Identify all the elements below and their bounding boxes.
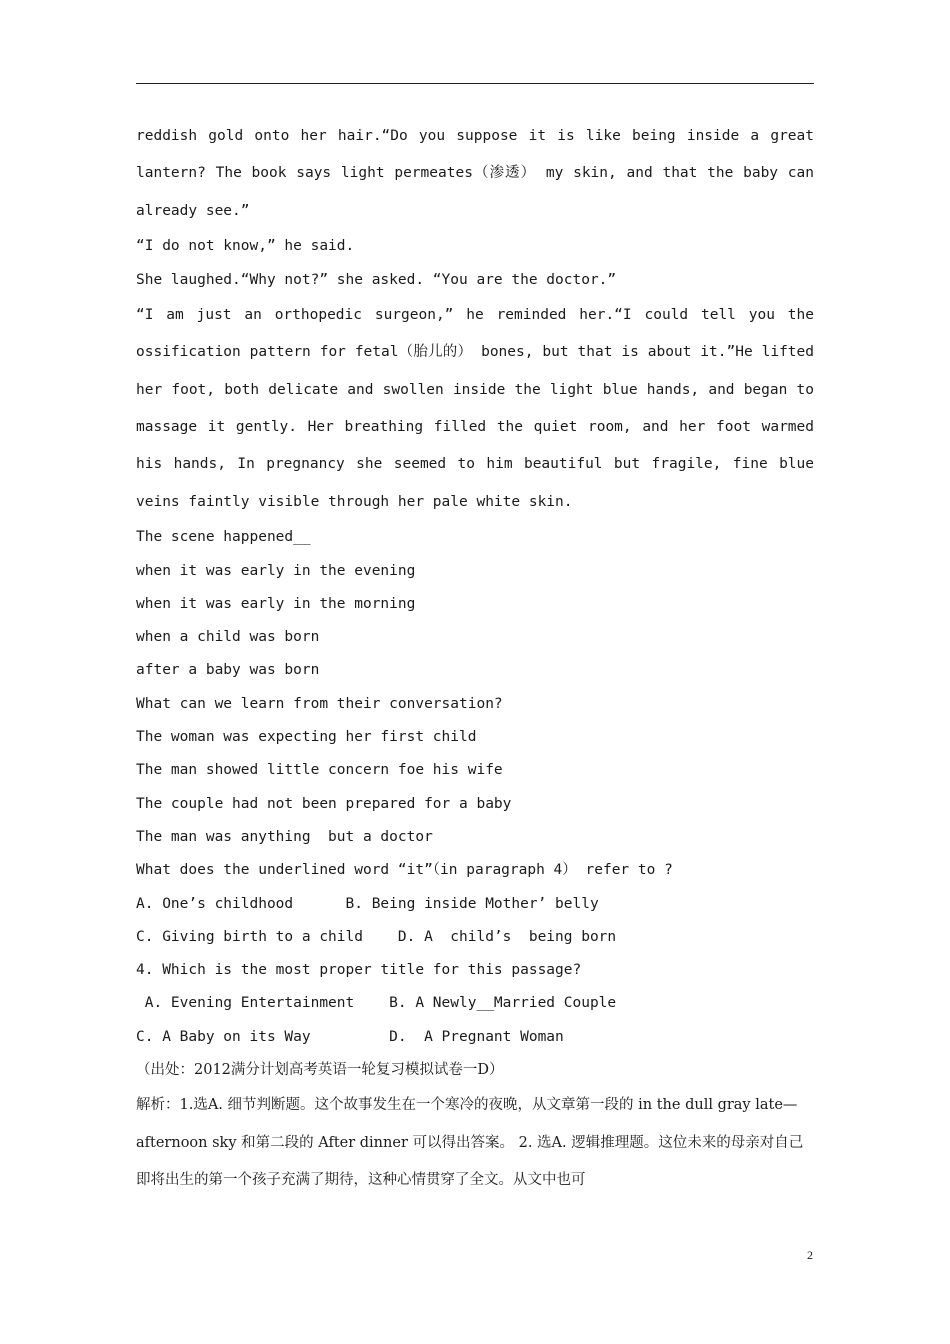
question-1-stem: The scene happened__ [136,529,311,546]
question-1-option: after a baby was born [136,662,320,679]
question-4-options-row: C. A Baby on its Way D. A Pregnant Woman [136,1028,564,1045]
header-rule [136,83,814,84]
question-2-option: The man showed little concern foe his wife [136,762,503,779]
question-1-option: when it was early in the morning [136,595,416,612]
question-1-option: when it was early in the evening [136,562,416,579]
question-2-option: The woman was expecting her first child [136,729,477,746]
question-3-options-row: C. Giving birth to a child D. A child’s being born [136,928,617,945]
question-1-option: when a child was born [136,629,320,646]
passage-paragraph-3: She laughed.“Why not?” she asked. “You are the doctor.” [136,271,617,288]
analysis-text: 解析：1.选A. 细节判断题。这个故事发生在一个寒冷的夜晚，从文章第一段的 in the dull gray late— afternoon sky 和第二段的 After dinner 可以得出答案。 2. 选A. 逻辑推理题。这位未来的母亲对自己即将出生的第一个孩子充满了期待，这种心情贯穿了全文。从文中也可 [136,1097,804,1189]
question-3-options-row: A. One’s childhood B. Being inside Mother’ belly [136,895,599,912]
question-2-option: The man was anything but a doctor [136,828,433,845]
passage-paragraph-2: “I do not know,” he said. [136,238,355,255]
question-4-stem: 4. Which is the most proper title for this passage? [136,962,582,979]
source-note: （出处：2012满分计划高考英语一轮复习模拟试卷一D） [136,1062,504,1078]
question-4-options-row: A. Evening Entertainment B. A Newly__Married Couple [136,995,617,1012]
passage-paragraph-4: “I am just an orthopedic surgeon,” he reminded her.“I could tell you the ossification pattern for fetal（胎儿的） bones, but that is about it.”He lifted her foot, both delicate and swollen inside the light blue hands, and began to massage it gently. Her breathing filled the quiet room, and her foot warmed his hands, In pregnancy she seemed to him beautiful but fragile, fine blue veins faintly visible through her pale white skin. [136,306,814,510]
question-2-stem: What can we learn from their conversation? [136,695,503,712]
question-2-option: The couple had not been prepared for a baby [136,795,512,812]
page-number: 2 [807,1248,813,1262]
page-content [136,118,814,1200]
passage-paragraph-1: reddish gold onto her hair.“Do you suppose it is like being inside a great lantern? The book says light permeates（渗透） my skin, and that the baby can already see.” [136,128,814,219]
question-3-stem: What does the underlined word “it”（in paragraph 4） refer to ? [136,862,673,879]
